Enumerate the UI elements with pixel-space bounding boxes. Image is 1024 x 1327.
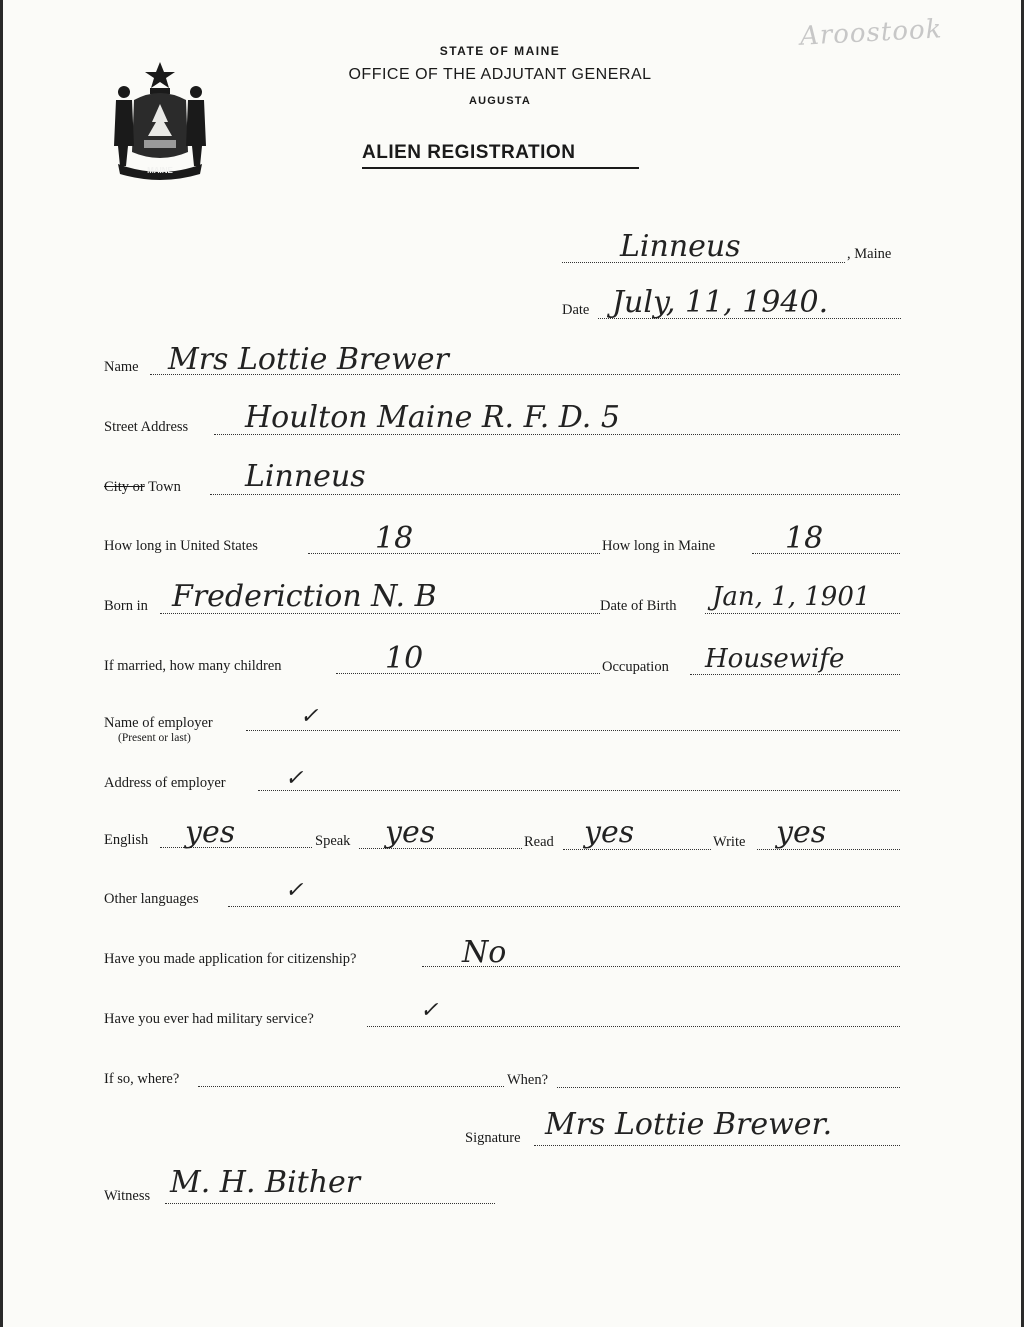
header-state: STATE OF MAINE — [439, 44, 561, 58]
write-value: yes — [776, 815, 827, 850]
english-label: English — [104, 832, 149, 848]
signature-value: Mrs Lottie Brewer. — [545, 1107, 833, 1142]
born-in-value: Frederiction N. B — [172, 579, 437, 614]
read-value: yes — [584, 815, 635, 850]
employer-name-label: Name of employer — [104, 715, 213, 731]
occupation-value: Housewife — [705, 644, 845, 674]
town-line-value: Linneus — [620, 229, 741, 264]
how-long-us-dots — [308, 553, 600, 554]
other-languages-dots — [228, 906, 900, 907]
employer-address-check: ✓ — [285, 766, 304, 791]
seal-banner-text: MAINE — [147, 166, 173, 175]
how-long-us-label: How long in United States — [104, 538, 258, 554]
speak-label: Speak — [315, 833, 351, 849]
corner-handwritten-note: Aroostook — [799, 14, 944, 52]
witness-value: M. H. Bither — [170, 1165, 361, 1200]
city-or-struck: City or — [104, 479, 145, 495]
date-of-birth-dots — [705, 613, 900, 614]
english-dots — [160, 847, 312, 848]
how-long-maine-label: How long in Maine — [602, 538, 716, 554]
street-address-label: Street Address — [104, 419, 189, 435]
date-of-birth-value: Jan, 1, 1901 — [712, 582, 871, 612]
scan-border-left — [0, 0, 3, 1327]
born-in-label: Born in — [104, 598, 148, 614]
date-of-birth-label: Date of Birth — [600, 598, 677, 614]
employer-name-check: ✓ — [300, 704, 319, 729]
where-label: If so, where? — [104, 1071, 180, 1087]
date-label: Date — [562, 302, 590, 318]
city-town-label — [104, 479, 181, 496]
employer-name-dots — [246, 730, 900, 731]
town-line-suffix: , Maine — [847, 246, 892, 262]
name-label: Name — [104, 359, 139, 375]
witness-dots — [165, 1203, 495, 1204]
maine-state-seal-icon — [104, 56, 216, 180]
header-office: OFFICE OF THE ADJUTANT GENERAL — [348, 66, 652, 83]
children-value: 10 — [385, 641, 424, 676]
form-title: ALIEN REGISTRATION — [362, 142, 576, 163]
military-check: ✓ — [420, 998, 439, 1023]
how-long-maine-value: 18 — [785, 521, 824, 556]
how-long-us-value: 18 — [375, 521, 414, 556]
speak-value: yes — [385, 815, 436, 850]
speak-dots — [359, 848, 522, 849]
title-underline — [362, 167, 639, 169]
town-label-text: Town — [148, 479, 181, 495]
occupation-label: Occupation — [602, 659, 669, 675]
citizenship-label: Have you made application for citizenship? — [104, 951, 357, 967]
children-dots — [336, 673, 600, 674]
city-town-value: Linneus — [245, 459, 366, 494]
signature-dots — [534, 1145, 900, 1146]
other-languages-check: ✓ — [285, 878, 304, 903]
street-address-value: Houlton Maine R. F. D. 5 — [245, 400, 620, 435]
signature-label: Signature — [465, 1130, 521, 1146]
header-city: AUGUSTA — [469, 95, 531, 107]
read-label: Read — [524, 834, 554, 850]
when-dots — [557, 1087, 900, 1088]
where-dots — [198, 1086, 504, 1087]
english-value: yes — [185, 815, 236, 850]
date-value: July, 11, 1940. — [612, 285, 829, 320]
employer-address-dots — [258, 790, 900, 791]
name-value: Mrs Lottie Brewer — [168, 342, 449, 377]
employer-address-label: Address of employer — [104, 775, 226, 791]
military-label: Have you ever had military service? — [104, 1011, 314, 1027]
city-town-dots — [210, 494, 900, 495]
how-long-maine-dots — [752, 553, 900, 554]
citizenship-value: No — [462, 935, 507, 970]
write-label: Write — [713, 834, 746, 850]
other-languages-label: Other languages — [104, 891, 199, 907]
employer-name-sublabel: (Present or last) — [118, 732, 191, 744]
occupation-dots — [690, 674, 900, 675]
witness-label: Witness — [104, 1188, 151, 1204]
children-label: If married, how many children — [104, 658, 282, 674]
when-label: When? — [507, 1072, 549, 1088]
military-dots — [367, 1026, 900, 1027]
